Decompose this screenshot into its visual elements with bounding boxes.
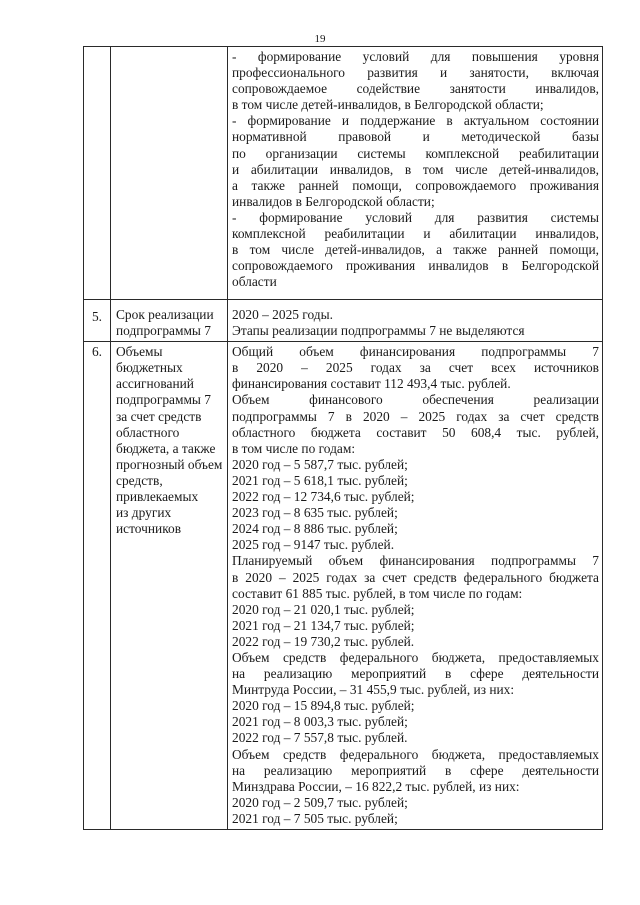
- content-line: комплексной реабилитации и абилитации инвалидов,: [232, 226, 599, 242]
- content-line: 2021 год – 5 618,1 тыс. рублей;: [232, 472, 408, 488]
- row-number-cell: [84, 47, 111, 300]
- row-content: [228, 47, 602, 292]
- content-line: в том числе по годам:: [232, 440, 356, 456]
- content-line: составит 61 885 тыс. рублей, в том числе по годам:: [232, 585, 523, 601]
- content-line: областного бюджета составит 50 608,4 тыс. рублей,: [232, 424, 599, 440]
- content-line: Минтруда России, – 31 455,9 тыс. рублей, из них:: [232, 682, 515, 698]
- content-line: 2021 год – 7 505 тыс. рублей;: [232, 810, 398, 826]
- table-row: [84, 300, 603, 342]
- row-label: [111, 300, 227, 339]
- label-line: областного: [116, 424, 180, 440]
- content-line: 2024 год – 8 886 тыс. рублей;: [232, 521, 398, 537]
- content-line: в 2020 – 2025 годах за счет всех источников: [232, 360, 599, 376]
- label-line: Срок реализации: [116, 307, 214, 322]
- label-line: бюджетных: [116, 360, 183, 376]
- label-line: средств,: [116, 472, 163, 488]
- content-line: сопровождаемое содействие занятости инвалидов,: [232, 81, 599, 97]
- row-label: [111, 342, 227, 537]
- label-line: прогнозный объем: [116, 456, 223, 472]
- content-line: Объем средств федерального бюджета, предоставляемых: [232, 746, 599, 762]
- content-line: 2020 год – 21 020,1 тыс. рублей;: [232, 601, 415, 617]
- subprogram-passport-table: [83, 46, 603, 830]
- row-label: [111, 47, 227, 56]
- label-line: за счет средств: [116, 408, 202, 424]
- label-line: источников: [116, 521, 182, 537]
- content-line: финансирования составит 112 493,4 тыс. рублей.: [232, 376, 511, 392]
- content-line: 2020 год – 2 509,7 тыс. рублей;: [232, 794, 408, 810]
- content-line: Планируемый объем финансирования подпрограммы 7: [232, 553, 599, 569]
- content-line: 2021 год – 21 134,7 тыс. рублей;: [232, 617, 415, 633]
- content-line: Общий объем финансирования подпрограммы 7: [232, 344, 599, 360]
- content-line: в том числе детей-инвалидов, в Белгородской области;: [232, 97, 544, 113]
- content-line: - формирование и поддержание в актуальном состоянии: [232, 113, 599, 129]
- row-content: [228, 300, 602, 341]
- row-number: 6.: [91, 344, 103, 360]
- content-line: в том числе детей-инвалидов, а также ранней помощи,: [232, 242, 599, 258]
- row-label-cell: [111, 342, 228, 830]
- row-number: [84, 47, 110, 57]
- content-line: 2022 год – 7 557,8 тыс. рублей.: [232, 730, 408, 746]
- content-line: 2020 – 2025 годы.: [232, 307, 333, 322]
- content-line: на реализацию мероприятий в сфере деятельности: [232, 762, 599, 778]
- label-line: привлекаемых: [116, 489, 199, 505]
- content-line: области: [232, 274, 277, 290]
- label-line: ассигнований: [116, 376, 194, 392]
- label-line: из других: [116, 505, 172, 521]
- row-content-cell: [228, 342, 603, 830]
- row-label-cell: [111, 47, 228, 300]
- content-line: - формирование условий для развития системы: [232, 209, 599, 225]
- label-line: бюджета, а также: [116, 440, 216, 456]
- content-line: Объем средств федерального бюджета, предоставляемых: [232, 649, 599, 665]
- content-line: подпрограммы 7 в 2020 – 2025 годах за счет средств: [232, 408, 599, 424]
- content-line: 2021 год – 8 003,3 тыс. рублей;: [232, 714, 408, 730]
- label-line: Объемы: [116, 344, 163, 360]
- content-line: сопровождаемого проживания инвалидов в Белгородской: [232, 258, 599, 274]
- content-line: нормативной правовой и методической базы: [232, 129, 599, 145]
- content-line: Этапы реализации подпрограммы 7 не выделяются: [232, 323, 525, 339]
- page-number: 19: [314, 33, 326, 45]
- content-line: 2022 год – 19 730,2 тыс. рублей.: [232, 633, 415, 649]
- content-line: 2022 год – 12 734,6 тыс. рублей;: [232, 489, 415, 505]
- content-line: а также ранней помощи, сопровождаемого проживания: [232, 177, 599, 193]
- row-label-cell: [111, 300, 228, 342]
- label-line: подпрограммы 7: [116, 323, 211, 339]
- content-line: - формирование условий для повышения уровня: [232, 49, 599, 64]
- content-line: Минздрава России, – 16 822,2 тыс. рублей, из них:: [232, 778, 520, 794]
- label-line: подпрограммы 7: [116, 392, 211, 408]
- row-content: [228, 342, 602, 829]
- row-content-cell: [228, 300, 603, 342]
- table-row: [84, 47, 603, 300]
- content-line: профессионального развития и занятости, включая: [232, 65, 599, 81]
- content-line: Объем финансового обеспечения реализации: [232, 392, 599, 408]
- content-line: инвалидов в Белгородской области;: [232, 193, 435, 209]
- row-content-cell: [228, 47, 603, 300]
- content-line: 2020 год – 5 587,7 тыс. рублей;: [232, 456, 408, 472]
- content-line: 2023 год – 8 635 тыс. рублей;: [232, 505, 398, 521]
- content-line: на реализацию мероприятий в сфере деятельности: [232, 666, 599, 682]
- content-line: в 2020 – 2025 годах за счет средств федерального бюджета: [232, 569, 599, 585]
- content-line: по организации системы комплексной реабилитации: [232, 145, 599, 161]
- row-number-cell: [84, 300, 111, 342]
- table-row: [84, 342, 603, 830]
- row-number: 5.: [91, 309, 103, 324]
- content-line: и абилитации инвалидов, в том числе детей-инвалидов,: [232, 161, 599, 177]
- content-line: 2020 год – 15 894,8 тыс. рублей;: [232, 698, 415, 714]
- content-line: 2025 год – 9147 тыс. рублей.: [232, 537, 395, 553]
- row-number-cell: [84, 342, 111, 830]
